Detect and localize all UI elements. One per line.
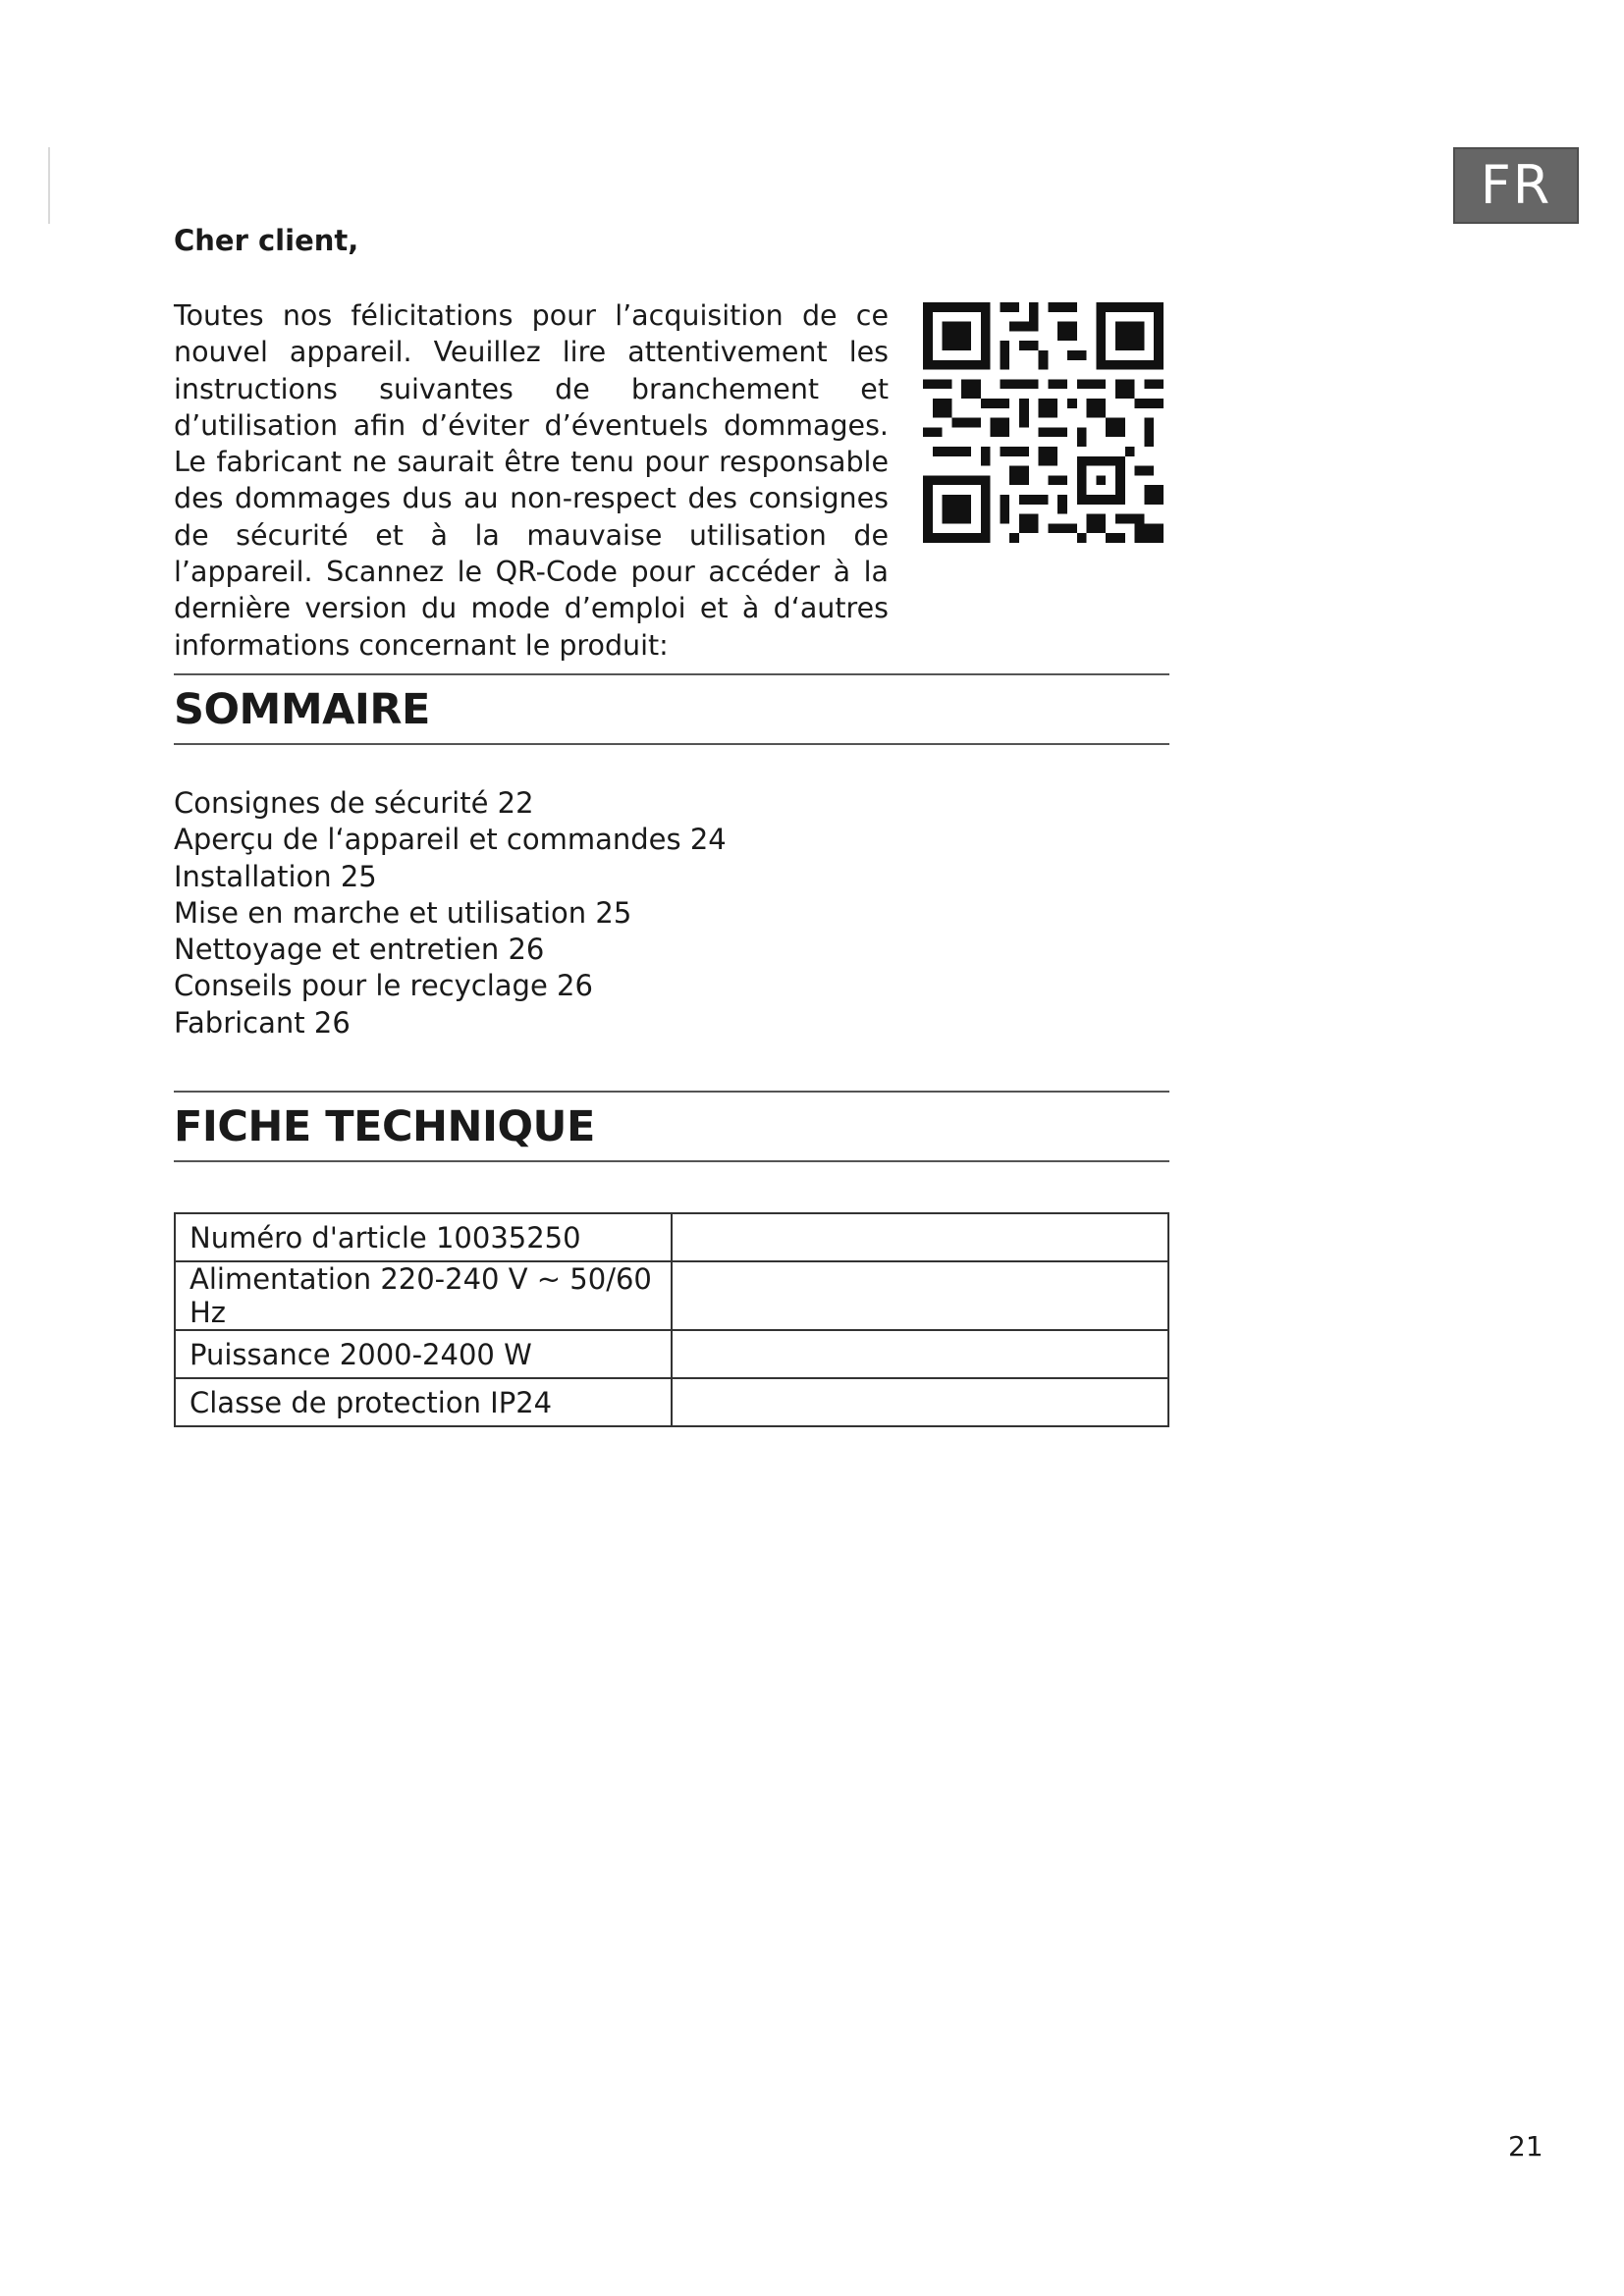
technical-bottom-rule — [174, 1160, 1169, 1162]
toc-item[interactable]: Fabricant 26 — [174, 1005, 351, 1040]
toc-item[interactable]: Aperçu de l‘appareil et commandes 24 — [174, 823, 727, 857]
table-row — [175, 1378, 1168, 1426]
toc-item[interactable]: Installation 25 — [174, 859, 377, 893]
spec-label: Classe de protection IP24 — [175, 1378, 672, 1426]
spec-value — [672, 1261, 1168, 1330]
technical-title: FICHE TECHNIQUE — [174, 1102, 595, 1151]
spec-value — [672, 1213, 1168, 1261]
table-row — [175, 1330, 1168, 1378]
contents-title: SOMMAIRE — [174, 685, 430, 734]
spec-value — [672, 1330, 1168, 1378]
table-row — [175, 1213, 1168, 1261]
spec-value — [672, 1378, 1168, 1426]
table-row — [175, 1261, 1168, 1330]
spec-label: Alimentation 220-240 V ~ 50/60 Hz — [175, 1261, 672, 1330]
intro-paragraph: Toutes nos félicitations pour l’acquisition de ce nouvel appareil. Veuillez lire attentivement les instructions suivantes de branchement et d’utilisation afin d’éviter d’éventuels dommages. Le fabricant ne saurait être tenu pour responsable des dommages dus au non-respect des consignes de sécurité et à la mauvaise utilisation de l’appareil. Scannez le QR-Code pour accéder à la dernière version du mode d’emploi et à d‘autres informations concernant le produit: — [174, 299, 889, 662]
toc-item[interactable]: Mise en marche et utilisation 25 — [174, 895, 632, 930]
toc-item[interactable]: Consignes de sécurité 22 — [174, 786, 534, 820]
table-of-contents — [174, 785, 727, 1041]
page-number: 21 — [1508, 2130, 1543, 2163]
spec-label: Puissance 2000-2400 W — [175, 1330, 672, 1378]
toc-item[interactable]: Nettoyage et entretien 26 — [174, 933, 545, 967]
qr-code-icon[interactable] — [923, 302, 1164, 543]
contents-bottom-rule — [174, 743, 1169, 745]
technical-top-rule — [174, 1091, 1169, 1093]
language-tab: FR — [1453, 147, 1579, 224]
spec-label: Numéro d'article 10035250 — [175, 1213, 672, 1261]
toc-item[interactable]: Conseils pour le recyclage 26 — [174, 969, 593, 1003]
contents-top-rule — [174, 673, 1169, 675]
margin-line — [48, 147, 50, 224]
greeting: Cher client, — [174, 224, 359, 257]
technical-data-table — [174, 1212, 1169, 1427]
